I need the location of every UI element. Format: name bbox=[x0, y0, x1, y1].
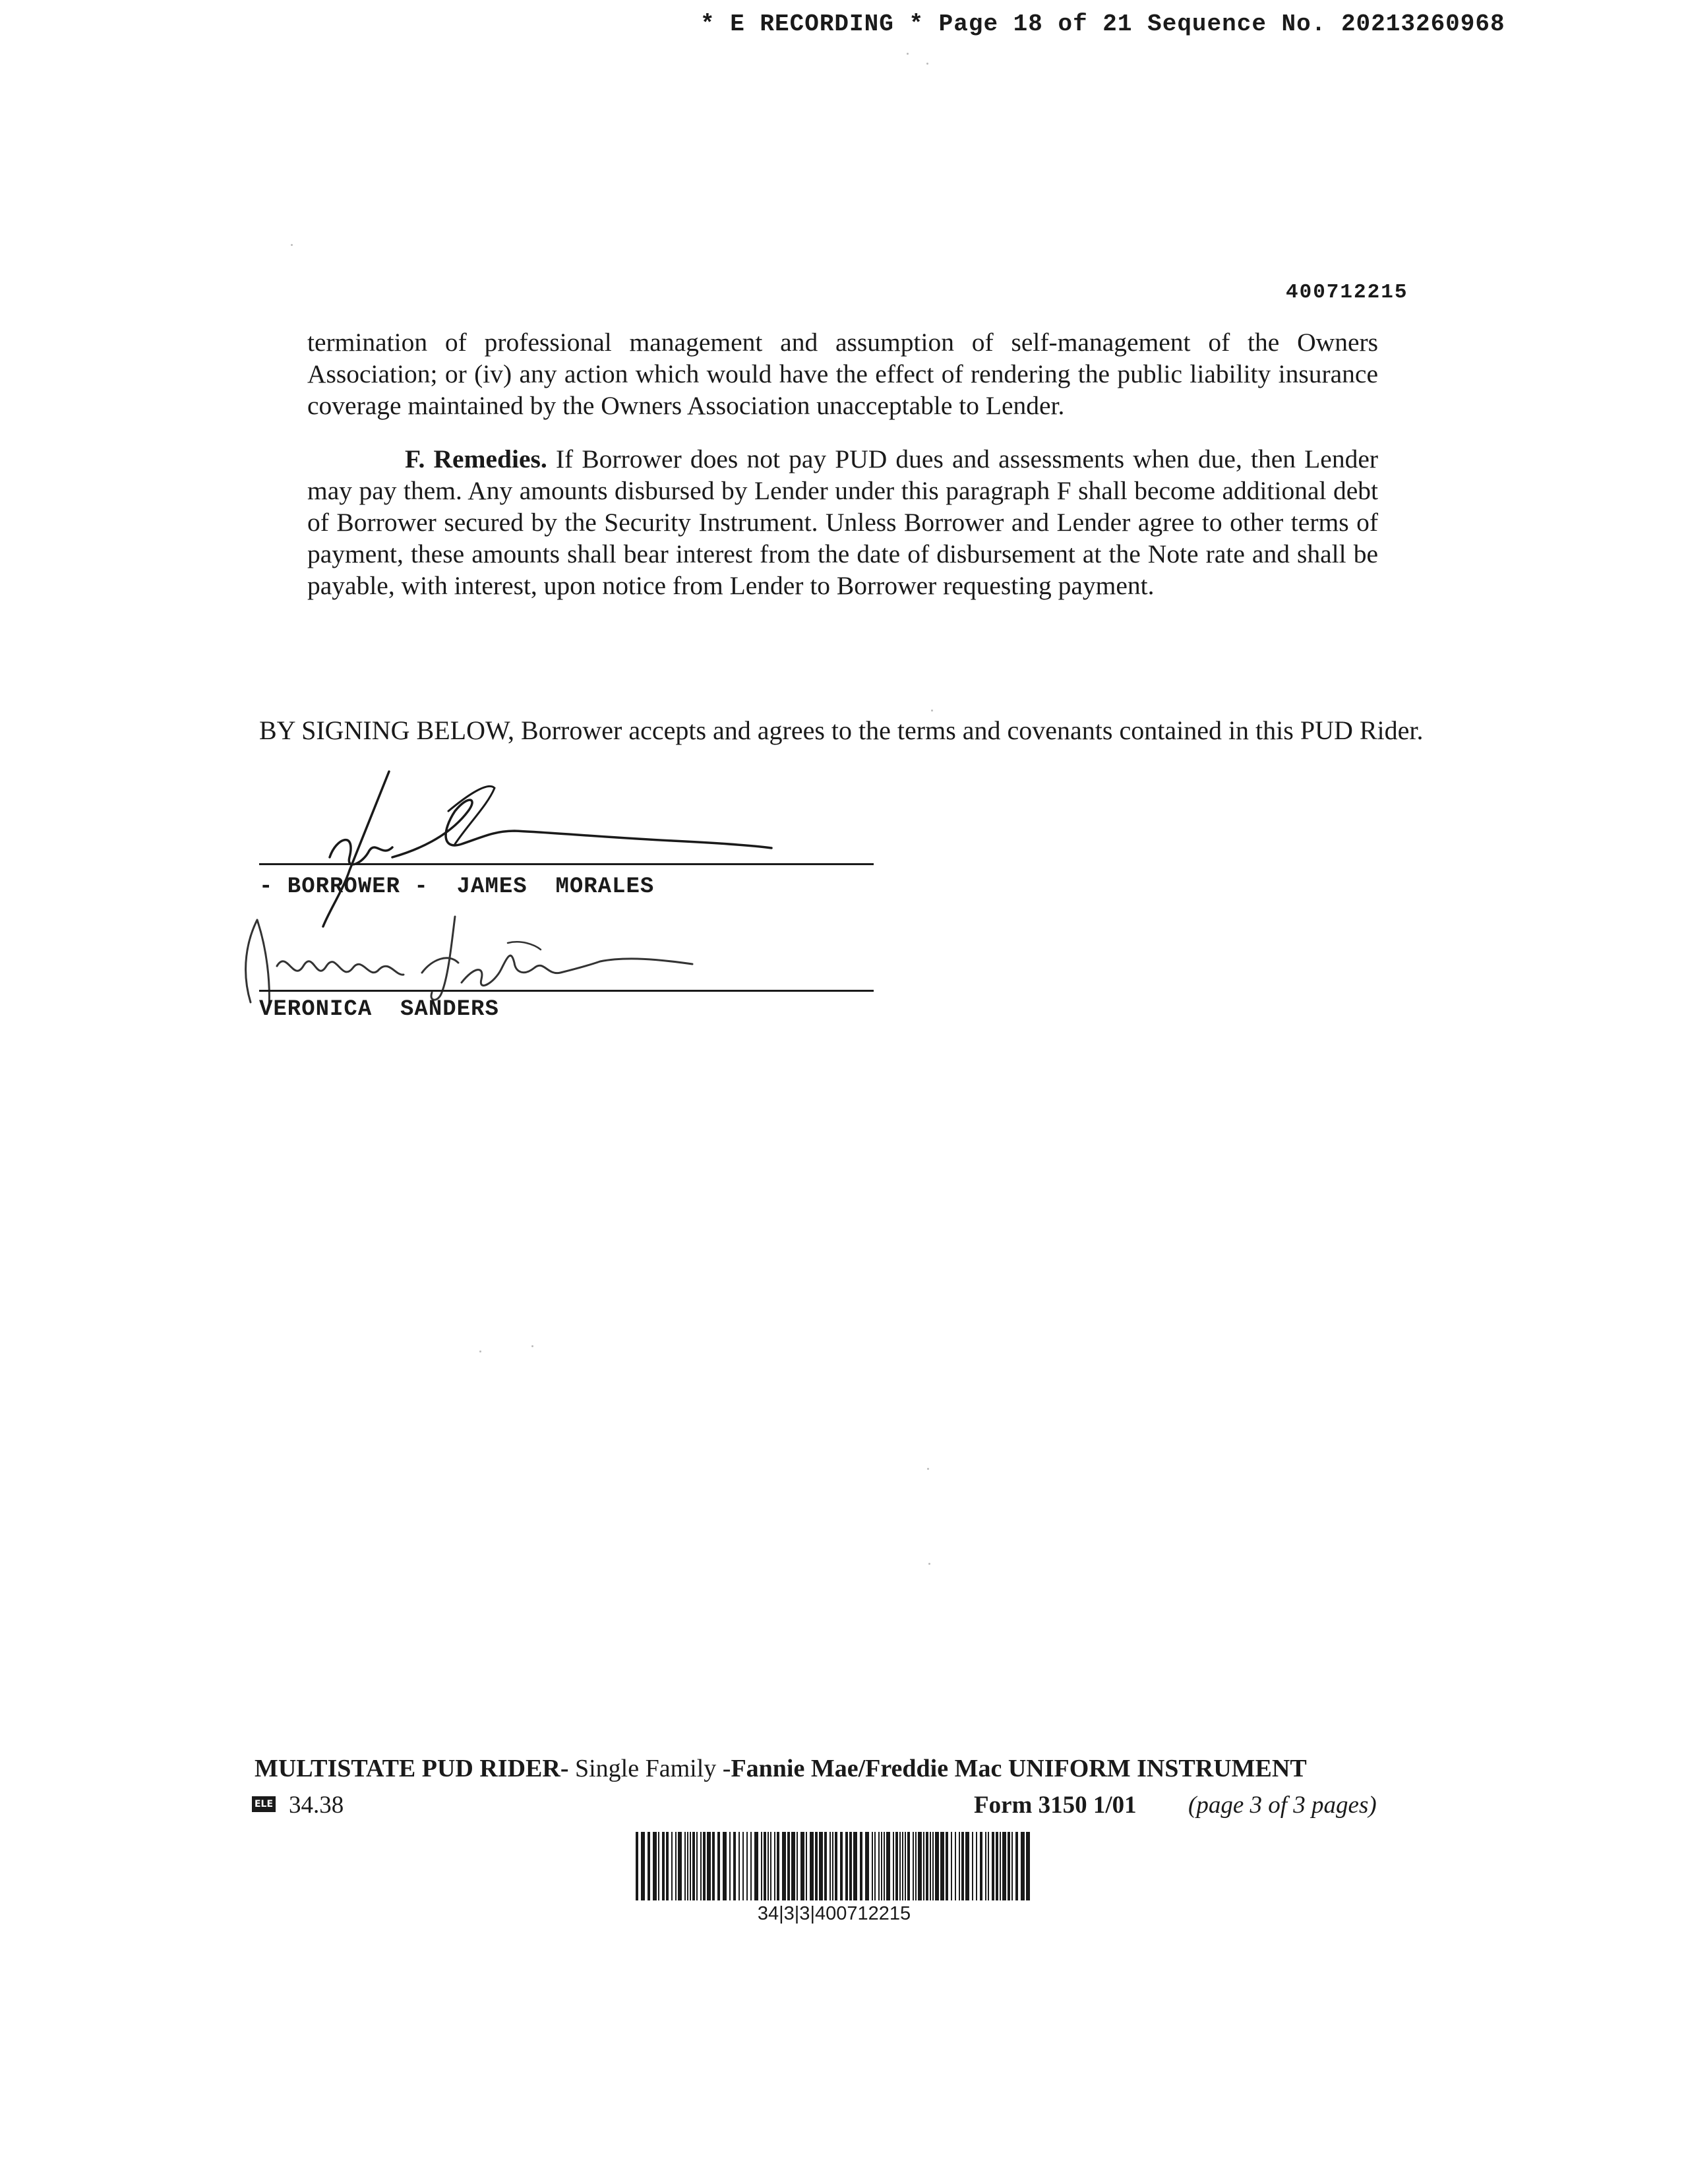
barcode-bar bbox=[902, 1832, 903, 1900]
barcode-bar bbox=[1000, 1832, 1001, 1900]
barcode-bar bbox=[815, 1832, 818, 1900]
barcode-bar bbox=[810, 1832, 814, 1900]
barcode-bar bbox=[849, 1832, 852, 1900]
barcode-bar bbox=[738, 1832, 740, 1900]
barcode-bar bbox=[671, 1832, 673, 1900]
footer-row bbox=[252, 1791, 1423, 1824]
barcode-text: 34|3|3|400712215 bbox=[757, 1903, 911, 1924]
barcode-bar bbox=[923, 1832, 924, 1900]
barcode-bar bbox=[832, 1832, 833, 1900]
barcode-bar bbox=[980, 1832, 982, 1900]
barcode-bar bbox=[742, 1832, 744, 1900]
barcode-bar bbox=[988, 1832, 989, 1900]
barcode-bar bbox=[1002, 1832, 1006, 1900]
barcode-bar bbox=[797, 1832, 798, 1900]
footer-title-regular: Single Family - bbox=[568, 1755, 731, 1782]
scan-speck bbox=[928, 1563, 930, 1565]
barcode-bar bbox=[874, 1832, 876, 1900]
paragraph-remedies bbox=[307, 443, 1378, 601]
barcode-bar bbox=[690, 1832, 691, 1900]
barcode-bar bbox=[878, 1832, 880, 1900]
barcode-bar bbox=[707, 1832, 711, 1900]
barcode-bar bbox=[662, 1832, 665, 1900]
barcode-bar bbox=[750, 1832, 752, 1900]
barcode-bar bbox=[985, 1832, 986, 1900]
barcode-bar bbox=[865, 1832, 869, 1900]
barcode-bar bbox=[819, 1832, 823, 1900]
barcode-bar bbox=[641, 1832, 645, 1900]
paragraph-continuation: termination of professional management and assumption of self-management of the Owners Association; or (iv) any action which would have the effect of rendering the public liability insurance coverage maintained by the Owners Association unacceptable to Lender. bbox=[307, 328, 1378, 420]
barcode-bar bbox=[965, 1832, 969, 1900]
barcode-bar bbox=[777, 1832, 779, 1900]
barcode-bar bbox=[996, 1832, 998, 1900]
barcode-bar bbox=[884, 1832, 885, 1900]
barcode-bar bbox=[746, 1832, 748, 1900]
barcode-bar bbox=[895, 1832, 898, 1900]
barcode-bar bbox=[935, 1832, 939, 1900]
barcode-bar bbox=[853, 1832, 857, 1900]
barcode-bar bbox=[653, 1832, 657, 1900]
barcode-bar bbox=[829, 1832, 831, 1900]
barcode-bar bbox=[700, 1832, 702, 1900]
scan-speck bbox=[531, 1345, 533, 1347]
barcode-bar bbox=[976, 1832, 977, 1900]
barcode-bar bbox=[678, 1832, 682, 1900]
barcode-bar bbox=[959, 1832, 960, 1900]
barcode-bar bbox=[782, 1832, 786, 1900]
barcode-bar bbox=[907, 1832, 910, 1900]
footer-title bbox=[255, 1754, 1307, 1783]
signature-line-1 bbox=[259, 863, 874, 865]
barcode-bar bbox=[845, 1832, 848, 1900]
scan-speck bbox=[927, 1468, 929, 1470]
barcode-bar bbox=[840, 1832, 843, 1900]
signature-line-2 bbox=[259, 990, 874, 992]
barcode-bar bbox=[754, 1832, 758, 1900]
barcode-bar bbox=[905, 1832, 906, 1900]
barcode-bar bbox=[899, 1832, 901, 1900]
barcode-bar bbox=[791, 1832, 795, 1900]
barcode-bar bbox=[675, 1832, 677, 1900]
scan-speck bbox=[479, 1350, 481, 1352]
barcode-bar bbox=[835, 1832, 837, 1900]
barcode bbox=[633, 1832, 1035, 1900]
signer-1-label: - BORROWER - JAMES MORALES bbox=[259, 874, 655, 899]
signature-james-morales bbox=[251, 758, 818, 930]
barcode-bar bbox=[806, 1832, 807, 1900]
barcode-bar bbox=[768, 1832, 769, 1900]
scan-speck bbox=[907, 53, 909, 55]
barcode-bar bbox=[1011, 1832, 1013, 1900]
barcode-bar bbox=[800, 1832, 804, 1900]
barcode-bar bbox=[961, 1832, 964, 1900]
barcode-bar bbox=[1026, 1832, 1030, 1900]
barcode-bar bbox=[658, 1832, 659, 1900]
barcode-bar bbox=[733, 1832, 736, 1900]
barcode-bar bbox=[696, 1832, 698, 1900]
barcode-bar bbox=[860, 1832, 862, 1900]
barcode-bar bbox=[1008, 1832, 1010, 1900]
barcode-bar bbox=[636, 1832, 638, 1900]
form-code: 34.38 bbox=[289, 1792, 344, 1819]
loan-number: 400712215 bbox=[1286, 281, 1408, 304]
remedies-heading: F. Remedies. bbox=[405, 444, 547, 473]
barcode-bar bbox=[872, 1832, 873, 1900]
footer-title-bold-2: Fannie Mae/Freddie Mac UNIFORM INSTRUMENT bbox=[731, 1755, 1307, 1782]
scan-speck bbox=[291, 244, 293, 246]
barcode-bar bbox=[692, 1832, 695, 1900]
scan-speck bbox=[931, 710, 933, 712]
barcode-bar bbox=[761, 1832, 762, 1900]
barcode-bar bbox=[893, 1832, 894, 1900]
signer-2-label: VERONICA SANDERS bbox=[259, 997, 499, 1022]
form-number: Form 3150 1/01 bbox=[974, 1792, 1137, 1819]
barcode-bar bbox=[913, 1832, 914, 1900]
barcode-bar bbox=[787, 1832, 790, 1900]
barcode-bar bbox=[972, 1832, 973, 1900]
barcode-bar bbox=[723, 1832, 727, 1900]
barcode-bar bbox=[717, 1832, 720, 1900]
barcode-bar bbox=[918, 1832, 922, 1900]
barcode-bar bbox=[824, 1832, 827, 1900]
remedies-text: If Borrower does not pay PUD dues and assessments when due, then Lender may pay them. Any amounts disbursed by Lender under this paragraph F shall become additional debt of Borrower secured by the Security Instrument. Unless Borrower and Lender agree to other terms of payment, these amounts shall bear interest from the date of disbursement at the Note rate and shall be payable, with interest, upon notice from Lender to Borrower requesting payment. bbox=[307, 444, 1378, 600]
barcode-bar bbox=[774, 1832, 775, 1900]
barcode-bar bbox=[764, 1832, 766, 1900]
barcode-bar bbox=[881, 1832, 882, 1900]
signing-statement: BY SIGNING BELOW, Borrower accepts and agrees to the terms and covenants contained in this PUD Rider. bbox=[259, 715, 1424, 745]
barcode-bar bbox=[955, 1832, 956, 1900]
recording-header: * E RECORDING * Page 18 of 21 Sequence No. 20213260968 bbox=[700, 11, 1505, 38]
barcode-bar bbox=[946, 1832, 948, 1900]
barcode-bar bbox=[930, 1832, 931, 1900]
barcode-bar bbox=[1021, 1832, 1025, 1900]
barcode-bar bbox=[666, 1832, 669, 1900]
form-badge-icon: ELE bbox=[252, 1796, 276, 1812]
footer-title-bold-1: MULTISTATE PUD RIDER- bbox=[255, 1755, 569, 1782]
barcode-bar bbox=[770, 1832, 771, 1900]
page-of: (page 3 of 3 pages) bbox=[1188, 1792, 1377, 1819]
barcode-bar bbox=[1015, 1832, 1018, 1900]
barcode-bar bbox=[687, 1832, 688, 1900]
barcode-bar bbox=[951, 1832, 952, 1900]
barcode-bar bbox=[729, 1832, 731, 1900]
barcode-bar bbox=[992, 1832, 994, 1900]
barcode-bar bbox=[648, 1832, 650, 1900]
scan-speck bbox=[926, 63, 928, 65]
barcode-bar bbox=[926, 1832, 928, 1900]
barcode-bar bbox=[886, 1832, 890, 1900]
barcode-bar bbox=[703, 1832, 706, 1900]
barcode-bar bbox=[940, 1832, 944, 1900]
barcode-bar bbox=[712, 1832, 715, 1900]
barcode-bar bbox=[915, 1832, 917, 1900]
barcode-bar bbox=[932, 1832, 934, 1900]
barcode-bar bbox=[684, 1832, 686, 1900]
